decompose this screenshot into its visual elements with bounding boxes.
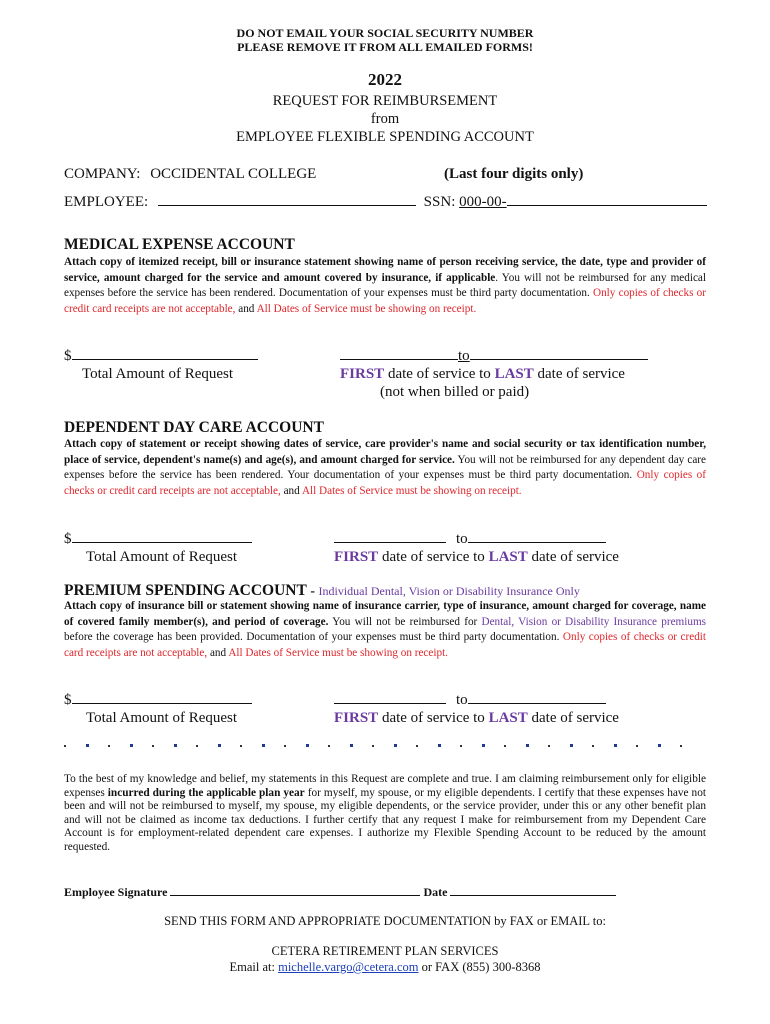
- footer-email-link[interactable]: michelle.vargo@cetera.com: [278, 960, 419, 974]
- medical-dates-label: [340, 366, 625, 383]
- premium-normal-text-1: You will not be reimbursed for: [332, 615, 478, 628]
- premium-normal-text-2: before the coverage has been provided. Documentation of your expenses must be third party documentation.: [64, 631, 560, 643]
- form-title-from: from: [370, 111, 400, 127]
- dependent-total-label: Total Amount of Request: [86, 549, 238, 565]
- certification-part-1: To the best of my knowledge and belief, my statements in this Request are complete and true. I am claiming reimbursement only for eligible expenses: [64, 773, 706, 799]
- ssn-field[interactable]: [507, 192, 707, 206]
- ssn-label: SSN:: [423, 194, 456, 210]
- separator-dot: [174, 744, 177, 747]
- medical-amount-row: [64, 346, 258, 365]
- separator-dot: [482, 744, 485, 747]
- separator-dot: [680, 745, 682, 747]
- medical-title: MEDICAL EXPENSE ACCOUNT: [64, 236, 295, 253]
- separator-dot: [240, 745, 242, 747]
- premium-dollar: $: [64, 692, 72, 708]
- premium-title: PREMIUM SPENDING ACCOUNT: [64, 582, 307, 599]
- separator-dot: [196, 745, 198, 747]
- footer-fax: or FAX (855) 300-8368: [421, 960, 541, 974]
- premium-date-mid: date of service to: [381, 710, 485, 726]
- dependent-amount-row: [64, 529, 252, 548]
- dependent-instructions: [64, 437, 706, 499]
- separator-dot: [636, 745, 638, 747]
- company-label: COMPANY:: [64, 166, 141, 182]
- warning-line-2: PLEASE REMOVE IT FROM ALL EMAILED FORMS!: [237, 40, 533, 54]
- premium-subtitle: Individual Dental, Vision or Disability Insurance Only: [318, 584, 580, 598]
- date-label: Date: [423, 885, 448, 899]
- signature-field[interactable]: [170, 884, 420, 896]
- premium-purple-text: Dental, Vision or Disability Insurance premiums: [481, 615, 707, 628]
- medical-amount-field[interactable]: [72, 346, 258, 360]
- certification-part-2: for myself, my spouse, or my eligible dependents. I certify that these expenses have not been and will not be reimbursed to myself, my spouse, my eligible dependents, or the service provider, under this or any other benefit plan and will not be claimed as income tax deductions. I further certify that any request I make for reimbursement from my Dependent Care Account is for employment-related dependent care expenses. I authorize my Flexible Spending Account to be reduced by the amount requested.: [64, 786, 706, 853]
- ssn-note: (Last four digits only): [444, 166, 584, 182]
- premium-last: LAST: [488, 710, 528, 726]
- certification-text: [64, 773, 706, 854]
- separator-dot: [152, 745, 154, 747]
- premium-dash: -: [306, 584, 319, 599]
- separator-dot: [372, 745, 374, 747]
- premium-amount-field[interactable]: [72, 690, 252, 704]
- separator-dot: [130, 744, 133, 747]
- separator-dot: [306, 744, 309, 747]
- premium-date-end: date of service: [531, 710, 619, 726]
- form-title-account: EMPLOYEE FLEXIBLE SPENDING ACCOUNT: [236, 129, 534, 145]
- separator-dot: [592, 745, 594, 747]
- employee-row: [64, 192, 707, 211]
- dependent-to: to: [456, 531, 468, 547]
- separator-dot: [218, 744, 221, 747]
- employee-label: EMPLOYEE:: [64, 194, 149, 210]
- dependent-normal-text: You will not be reimbursed for any dependent day care expenses before the service has been rendered. Your documentation of your expenses must be third party documentation.: [64, 453, 706, 481]
- separator-dot: [328, 745, 330, 747]
- premium-red-text-2: All Dates of Service must be showing on receipt.: [228, 646, 448, 659]
- footer-company: CETERA RETIREMENT PLAN SERVICES: [271, 944, 499, 958]
- company-value: OCCIDENTAL COLLEGE: [150, 166, 317, 182]
- premium-dates-label: [334, 710, 619, 727]
- medical-to: to: [458, 348, 470, 364]
- medical-and: and: [238, 302, 255, 315]
- premium-bold-text: Attach copy of insurance bill or statement showing name of insurance carrier, type of insurance, amount charged for coverage, name of covered family member(s), and period of coverage.: [64, 600, 706, 628]
- dependent-title: DEPENDENT DAY CARE ACCOUNT: [64, 419, 324, 436]
- warning-line-1: DO NOT EMAIL YOUR SOCIAL SECURITY NUMBER: [236, 26, 534, 40]
- employee-name-field[interactable]: [158, 192, 416, 206]
- medical-bold-text: Attach copy of itemized receipt, bill or insurance statement showing name of person receiving service, the date, type and provider of service, amount charged for the service and amount covered by insurance, if applicable: [64, 256, 706, 284]
- dependent-first-date-field[interactable]: [334, 529, 446, 543]
- dependent-dates-row: [334, 529, 606, 548]
- medical-dollar: $: [64, 348, 72, 364]
- separator-dot: [108, 745, 110, 747]
- premium-last-date-field[interactable]: [468, 690, 606, 704]
- dependent-last-date-field[interactable]: [468, 529, 606, 543]
- separator-dot: [394, 744, 397, 747]
- signature-row: [64, 884, 616, 900]
- separator-dot: [284, 745, 286, 747]
- medical-first: FIRST: [340, 366, 385, 382]
- medical-last: LAST: [494, 366, 534, 382]
- ssn-prefix: 000-00-: [459, 194, 507, 210]
- signature-label: Employee Signature: [64, 885, 168, 899]
- separator-dot: [658, 744, 661, 747]
- dependent-red-text-2: All Dates of Service must be showing on receipt.: [301, 484, 522, 497]
- separator-dot: [262, 744, 265, 747]
- separator-dot: [350, 744, 353, 747]
- dependent-red-text-1: Only copies of checks or credit card receipts are not acceptable,: [64, 469, 707, 497]
- dependent-amount-field[interactable]: [72, 529, 252, 543]
- footer-email-label: Email at:: [229, 960, 275, 974]
- signature-date-field[interactable]: [450, 884, 616, 896]
- premium-amount-row: [64, 690, 252, 709]
- dependent-and: and: [283, 484, 300, 497]
- medical-date-mid: date of service to: [387, 366, 491, 382]
- company-row: [64, 166, 316, 183]
- separator-dot: [548, 745, 550, 747]
- dependent-bold-text: Attach copy of statement or receipt showing dates of service, care provider's name and social security or tax identification number, place of service, dependent's name(s) and age(s), and amount charged for service.: [64, 438, 706, 466]
- separator-dot: [86, 744, 89, 747]
- medical-note: (not when billed or paid): [380, 384, 530, 400]
- separator-dot: [614, 744, 617, 747]
- medical-instructions: [64, 255, 706, 317]
- separator-dot: [64, 745, 66, 747]
- separator-dot: [504, 745, 506, 747]
- separator-dot: [570, 744, 573, 747]
- premium-red-text-1: Only copies of checks or credit card receipts are not acceptable,: [64, 631, 707, 659]
- dependent-first: FIRST: [334, 549, 379, 565]
- medical-date-end: date of service: [537, 366, 625, 382]
- premium-title-row: [64, 582, 580, 600]
- medical-dates-row: [340, 346, 648, 365]
- certification-bold: incurred during the applicable plan year: [107, 786, 305, 799]
- medical-first-date-field[interactable]: [340, 346, 458, 360]
- premium-to: to: [456, 692, 468, 708]
- separator-dot: [416, 745, 418, 747]
- premium-total-label: Total Amount of Request: [86, 710, 238, 726]
- premium-and: and: [209, 646, 227, 659]
- medical-red-text-1: Only copies of checks or credit card receipts are not acceptable,: [64, 287, 706, 315]
- footer-contact: [0, 960, 770, 975]
- premium-dates-row: [334, 690, 606, 709]
- separator-dot: [438, 744, 441, 747]
- dotted-separator: [64, 744, 704, 750]
- footer-send: SEND THIS FORM AND APPROPRIATE DOCUMENTATION by FAX or EMAIL to:: [164, 914, 606, 928]
- medical-normal-text: . You will not be reimbursed for any medical expenses before the service has been rendered. Documentation of your expenses must be third party documentation.: [64, 271, 706, 299]
- form-year: 2022: [368, 70, 402, 89]
- medical-last-date-field[interactable]: [470, 346, 648, 360]
- dependent-dollar: $: [64, 531, 72, 547]
- dependent-dates-label: [334, 549, 619, 566]
- dependent-date-end: date of service: [531, 549, 619, 565]
- premium-first-date-field[interactable]: [334, 690, 446, 704]
- separator-dot: [460, 745, 462, 747]
- dependent-last: LAST: [488, 549, 528, 565]
- form-title: REQUEST FOR REIMBURSEMENT: [272, 93, 498, 109]
- premium-first: FIRST: [334, 710, 379, 726]
- medical-total-label: Total Amount of Request: [82, 366, 234, 382]
- separator-dot: [526, 744, 529, 747]
- dependent-date-mid: date of service to: [381, 549, 485, 565]
- medical-red-text-2: All Dates of Service must be showing on receipt.: [256, 302, 477, 315]
- premium-instructions: [64, 599, 706, 661]
